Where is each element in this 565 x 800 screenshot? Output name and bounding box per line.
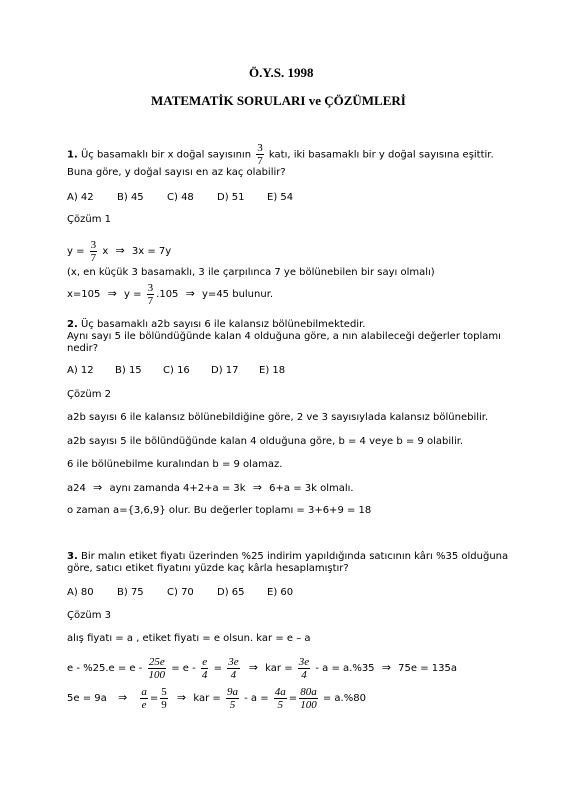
fraction bbox=[147, 282, 155, 307]
solution-3-title: Çözüm 3 bbox=[67, 610, 111, 621]
solution-2-step3: 6 ile bölünebilme kuralından b = 9 olamaz. bbox=[67, 459, 283, 470]
text: 6+a = 3k olmalı. bbox=[269, 483, 354, 494]
fraction bbox=[148, 656, 167, 681]
solution-1-title: Çözüm 1 bbox=[67, 214, 111, 225]
implies-icon: ⇒ bbox=[176, 691, 187, 704]
text: = bbox=[149, 693, 159, 704]
text: e - %25.e = e - bbox=[67, 663, 143, 674]
fraction-denominator: 7 bbox=[90, 251, 97, 264]
text: a24 bbox=[67, 483, 86, 494]
solution-2-step4 bbox=[67, 482, 354, 495]
fraction-denominator: 7 bbox=[147, 294, 154, 307]
question-1-line2: Buna göre, y doğal sayısı en az kaç olabilir? bbox=[67, 167, 286, 178]
option-b: B) 75 bbox=[117, 587, 144, 598]
option-a: A) 80 bbox=[67, 587, 94, 598]
page-title: Ö.Y.S. 1998 bbox=[249, 65, 314, 80]
text: 75e = 135a bbox=[398, 663, 457, 674]
question-1-number: 1. bbox=[67, 149, 78, 161]
fraction-denominator: 7 bbox=[257, 155, 263, 167]
solution-3-step2 bbox=[67, 654, 457, 683]
solution-3-step3 bbox=[67, 684, 366, 713]
fraction bbox=[226, 686, 239, 711]
option-d: D) 65 bbox=[217, 587, 245, 598]
text: x=105 bbox=[67, 289, 101, 300]
text: - a = a.%35 bbox=[315, 663, 375, 674]
solution-1-step2: (x, en küçük 3 basamaklı, 3 ile çarpılınca 7 ye bölünebilen bir sayı olmalı) bbox=[67, 267, 435, 278]
option-c: C) 16 bbox=[163, 365, 190, 376]
question-3-options bbox=[67, 587, 293, 599]
fraction bbox=[90, 239, 98, 264]
text: = e - bbox=[171, 663, 196, 674]
implies-icon: ⇒ bbox=[117, 691, 128, 704]
question-3-number: 3. bbox=[67, 551, 78, 562]
fraction-numerator: 80a bbox=[300, 685, 317, 698]
text: kar = bbox=[265, 663, 293, 674]
implies-icon: ⇒ bbox=[115, 244, 125, 257]
text: .105 bbox=[156, 289, 179, 300]
solution-3-step1: alış fiyatı = a , etiket fiyatı = e olsun. kar = e – a bbox=[67, 633, 311, 644]
option-b: B) 45 bbox=[117, 192, 144, 203]
implies-icon: ⇒ bbox=[381, 661, 391, 674]
fraction bbox=[140, 686, 148, 711]
option-e: E) 18 bbox=[259, 365, 286, 376]
option-d: D) 51 bbox=[217, 192, 245, 203]
fraction bbox=[299, 686, 318, 711]
fraction-numerator: 3 bbox=[257, 142, 263, 154]
fraction-numerator: a bbox=[141, 685, 147, 698]
fraction-denominator: 5 bbox=[229, 698, 236, 711]
solution-2-step5: o zaman a={3,6,9} olur. Bu değerler toplamı = 3+6+9 = 18 bbox=[67, 505, 372, 516]
question-2-text: Üç basamaklı a2b sayısı 6 ile kalansız bölünebilmektedir. bbox=[80, 319, 366, 330]
fraction-numerator: 3 bbox=[90, 238, 97, 251]
fraction-denominator: 4 bbox=[301, 668, 307, 681]
fraction bbox=[160, 686, 168, 711]
question-1-options bbox=[67, 192, 293, 204]
question-1-text-a: Üç basamaklı bir x doğal sayısının bbox=[80, 149, 252, 161]
option-e: E) 60 bbox=[267, 587, 294, 598]
fraction-numerator: 25e bbox=[148, 655, 165, 668]
option-b: B) 15 bbox=[115, 365, 142, 376]
fraction-denominator: 100 bbox=[300, 698, 317, 711]
solution-1-step3 bbox=[67, 280, 273, 309]
option-a: A) 42 bbox=[67, 192, 94, 203]
page-subtitle: MATEMATİK SORULARI ve ÇÖZÜMLERİ bbox=[151, 93, 406, 108]
question-2-number: 2. bbox=[67, 319, 78, 330]
option-c: C) 70 bbox=[167, 587, 194, 598]
implies-icon: ⇒ bbox=[93, 481, 103, 494]
option-e: E) 54 bbox=[267, 192, 294, 203]
fraction-denominator: e bbox=[141, 698, 147, 711]
fraction-denominator: 4 bbox=[230, 668, 237, 681]
fraction-numerator: 9a bbox=[226, 685, 238, 698]
fraction bbox=[256, 142, 264, 167]
fraction-denominator: 100 bbox=[148, 668, 166, 681]
question-3-text: Bir malın etiket fiyatı üzerinden %25 indirim yapıldığında satıcının kârı %35 olduğuna bbox=[80, 551, 509, 562]
fraction-denominator: 5 bbox=[277, 698, 284, 711]
text: aynı zamanda 4+2+a = 3k bbox=[109, 483, 246, 494]
question-1-line1 bbox=[67, 142, 494, 168]
text: = a.%80 bbox=[322, 693, 366, 704]
text: y = bbox=[123, 289, 142, 300]
solution-2-step1: a2b sayısı 6 ile kalansız bölünebildiğine göre, 2 ve 3 sayısıylada kalansız bölünebilir. bbox=[67, 412, 489, 423]
implies-icon: ⇒ bbox=[185, 287, 195, 300]
solution-2-step2: a2b sayısı 5 ile bölündüğünde kalan 4 olduğuna göre, b = 4 veye b = 9 olabilir. bbox=[67, 436, 464, 447]
text: = bbox=[288, 693, 298, 704]
fraction bbox=[298, 656, 310, 681]
text: y=45 bulunur. bbox=[202, 289, 274, 300]
fraction-denominator: 4 bbox=[201, 668, 208, 681]
fraction-numerator: 3e bbox=[298, 655, 310, 668]
text: - a = bbox=[244, 693, 269, 704]
question-2-options bbox=[67, 365, 285, 377]
solution-2-title: Çözüm 2 bbox=[67, 389, 111, 400]
text: = bbox=[213, 663, 222, 674]
text: y = bbox=[67, 246, 85, 257]
fraction bbox=[201, 656, 209, 681]
fraction-numerator: 3 bbox=[147, 281, 154, 294]
fraction-numerator: 3e bbox=[228, 655, 239, 668]
fraction-numerator: e bbox=[202, 655, 208, 668]
text: 3x = 7y bbox=[131, 246, 172, 257]
implies-icon: ⇒ bbox=[252, 481, 262, 494]
question-2-line3: nedir? bbox=[67, 343, 99, 354]
solution-1-step1 bbox=[67, 237, 171, 266]
text: kar = bbox=[193, 693, 221, 704]
text: x bbox=[102, 246, 109, 257]
question-2-line1 bbox=[67, 319, 365, 331]
implies-icon: ⇒ bbox=[107, 287, 117, 300]
option-c: C) 48 bbox=[167, 192, 194, 203]
text: 5e = 9a bbox=[67, 693, 107, 704]
option-a: A) 12 bbox=[67, 365, 94, 376]
fraction-numerator: 5 bbox=[161, 685, 167, 698]
option-d: D) 17 bbox=[211, 365, 239, 376]
fraction bbox=[227, 656, 239, 681]
fraction-numerator: 4a bbox=[274, 685, 286, 698]
question-3-line2: göre, satıcı etiket fiyatını yüzde kaç kârla hesaplamıştır? bbox=[67, 563, 349, 574]
question-2-line2: Aynı sayı 5 ile bölündüğünde kalan 4 olduğuna göre, a nın alabileceği değerler toplamı bbox=[67, 331, 501, 342]
question-3-line1 bbox=[67, 551, 508, 563]
implies-icon: ⇒ bbox=[248, 661, 258, 674]
question-1-text-b: katı, iki basamaklı bir y doğal sayısına eşittir. bbox=[268, 149, 494, 161]
fraction-denominator: 9 bbox=[161, 698, 167, 711]
fraction bbox=[274, 686, 287, 711]
